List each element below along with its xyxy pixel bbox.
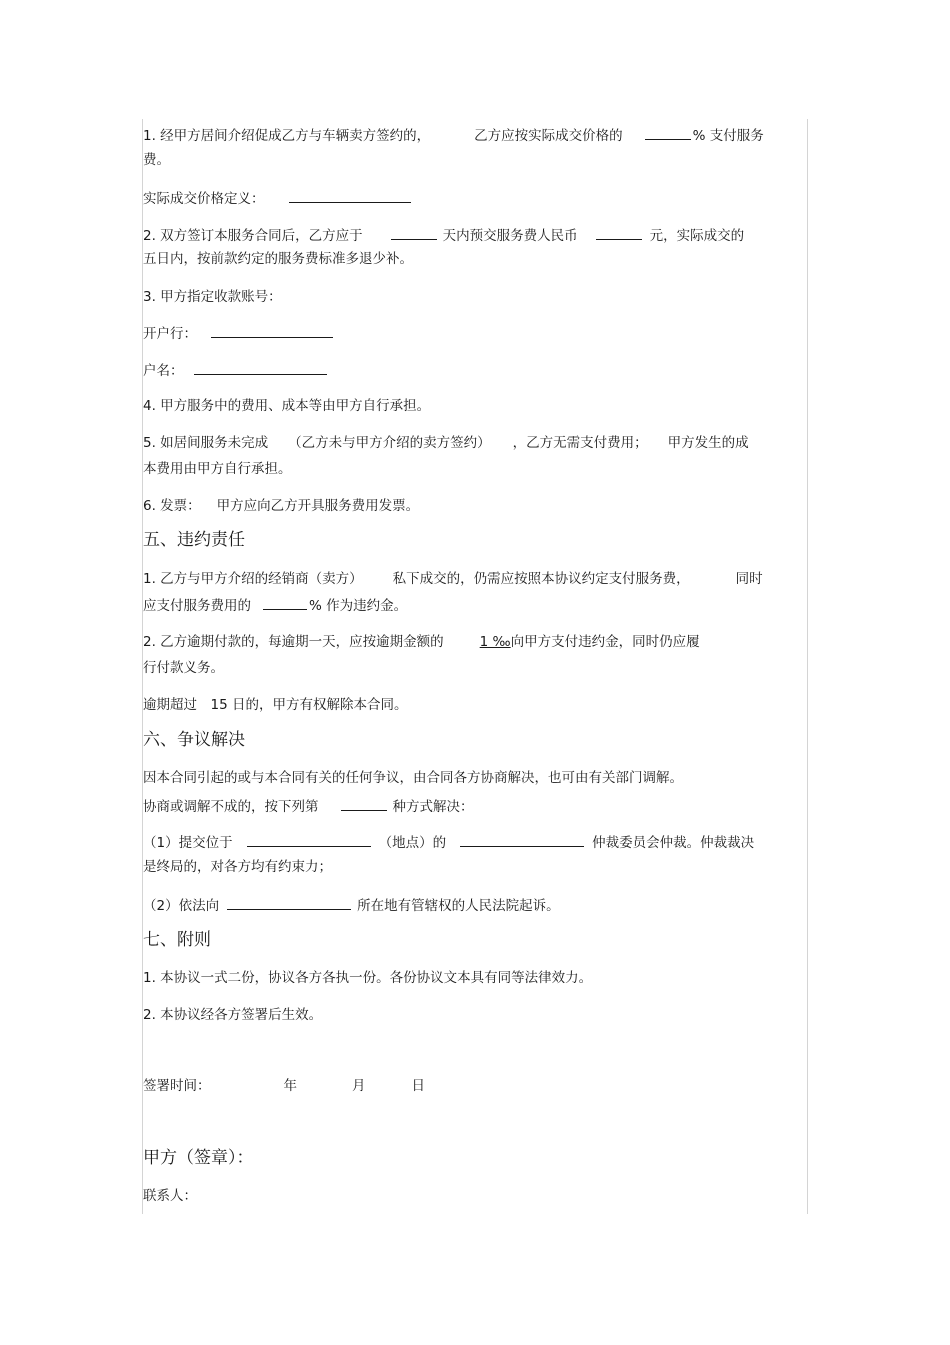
signing-year: 年 [283, 1078, 297, 1094]
s4-item1-line2: 费。 [143, 152, 170, 168]
s5-item1-line1 [143, 570, 763, 588]
s4-item5-text-a: 5. 如居间服务未完成 [143, 435, 269, 451]
prepay-amount-blank[interactable] [596, 225, 642, 240]
section6-heading: 六、争议解决 [143, 730, 245, 750]
s4-item5-line1 [143, 434, 749, 452]
bank-label: 开户行： [143, 326, 197, 342]
page-border [142, 119, 808, 1214]
s5-item1-text-b: 私下成交的，仍需应按照本协议约定支付服务费， [392, 571, 690, 587]
s5-item2-text-b: 向甲方支付违约金，同时仍应履 [510, 634, 700, 650]
s4-item2-line1 [143, 225, 744, 245]
s5-item2-text-a: 2. 乙方逾期付款的，每逾期一天，应按逾期金额的 [143, 634, 444, 650]
signing-month: 月 [352, 1078, 366, 1094]
signing-time-line [143, 1077, 425, 1095]
s6-line2-text-b: 种方式解决： [392, 799, 474, 815]
court-location-blank[interactable] [227, 895, 351, 910]
s7-item2: 2. 本协议经各方签署后生效。 [143, 1007, 323, 1023]
s6-opt1-text-c: 仲裁委员会仲裁。仲裁裁决 [592, 835, 755, 851]
bank-blank[interactable] [211, 323, 333, 338]
s6-opt1-line2: 是终局的，对各方均有约束力； [143, 859, 332, 875]
s6-opt2-text-a: （2）依法向 [143, 898, 220, 914]
bank-line [143, 323, 335, 343]
price-definition-line [143, 188, 413, 208]
s4-item5-text-d: 甲方发生的成 [667, 435, 749, 451]
s4-item2-text-a: 2. 双方签订本服务合同后，乙方应于 [143, 228, 363, 244]
s4-item2-line2: 五日内，按前款约定的服务费标准多退少补。 [143, 251, 413, 267]
s4-item5-text-b: （乙方未与甲方介绍的卖方签约） [288, 435, 491, 451]
s6-line2 [143, 796, 474, 816]
s4-item1-text-c: % 支付服务 [692, 128, 764, 144]
resolution-method-blank[interactable] [341, 796, 387, 811]
s5-item1-text-d: 应支付服务费用的 [143, 598, 251, 614]
s4-item1-text-a: 1. 经甲方居间介绍促成乙方与车辆卖方签约的， [143, 128, 431, 144]
s6-opt1-text-b: （地点）的 [378, 835, 447, 851]
s4-item6 [143, 497, 419, 515]
s5-overdue: 逾期超过 15 日的，甲方有权解除本合同。 [143, 697, 408, 713]
prepay-days-blank[interactable] [391, 225, 437, 240]
s6-line2-text-a: 协商或调解不成的，按下列第 [143, 799, 319, 815]
s5-item1-line2 [143, 595, 407, 615]
invoice-label: 6. 发票： [143, 498, 201, 514]
s6-opt2-text-b: 所在地有管辖权的人民法院起诉。 [357, 898, 560, 914]
signing-time-label: 签署时间： [143, 1078, 211, 1094]
service-fee-percent-blank[interactable] [645, 125, 691, 140]
s6-opt1-line1 [143, 832, 754, 852]
daily-penalty-rate: 1 ‰ [479, 634, 511, 650]
s5-item1-text-e: % 作为违约金。 [309, 598, 408, 614]
penalty-percent-blank[interactable] [263, 595, 307, 610]
s4-item5-line2: 本费用由甲方自行承担。 [143, 461, 292, 477]
s6-line1: 因本合同引起的或与本合同有关的任何争议，由合同各方协商解决，也可由有关部门调解。 [143, 770, 683, 786]
s4-item2-text-b: 天内预交服务费人民币 [442, 228, 578, 244]
signing-day: 日 [411, 1078, 425, 1094]
party-a-signature-label: 甲方（签章）： [143, 1148, 254, 1168]
account-name-label: 户名： [143, 363, 184, 379]
s5-item2-line2: 行付款义务。 [143, 660, 224, 676]
s5-item1-text-a: 1. 乙方与甲方介绍的经销商（卖方） [143, 571, 363, 587]
account-name-line [143, 360, 329, 380]
s4-item1-line1 [143, 125, 764, 145]
s7-item1: 1. 本协议一式二份，协议各方各执一份。各份协议文本具有同等法律效力。 [143, 970, 593, 986]
s4-item3: 3. 甲方指定收款账号： [143, 289, 282, 305]
s4-item4: 4. 甲方服务中的费用、成本等由甲方自行承担。 [143, 398, 431, 414]
contact-label: 联系人： [143, 1188, 197, 1204]
price-definition-label: 实际成交价格定义： [143, 191, 265, 207]
s4-item2-text-c: 元，实际成交的 [649, 228, 745, 244]
s4-item5-text-c: ，乙方无需支付费用； [512, 435, 648, 451]
s6-opt2 [143, 895, 560, 915]
section5-heading: 五、违约责任 [143, 530, 245, 550]
s6-opt1-text-a: （1）提交位于 [143, 835, 233, 851]
s4-item1-text-b: 乙方应按实际成交价格的 [474, 128, 623, 144]
s5-item1-text-c: 同时 [735, 571, 763, 587]
arbitration-location-blank[interactable] [247, 832, 371, 847]
arbitration-commission-blank[interactable] [460, 832, 584, 847]
s5-item2-line1 [143, 633, 700, 651]
price-definition-blank[interactable] [289, 188, 411, 203]
invoice-text: 甲方应向乙方开具服务费用发票。 [216, 498, 420, 514]
section7-heading: 七、附则 [143, 930, 211, 950]
account-name-blank[interactable] [194, 360, 327, 375]
